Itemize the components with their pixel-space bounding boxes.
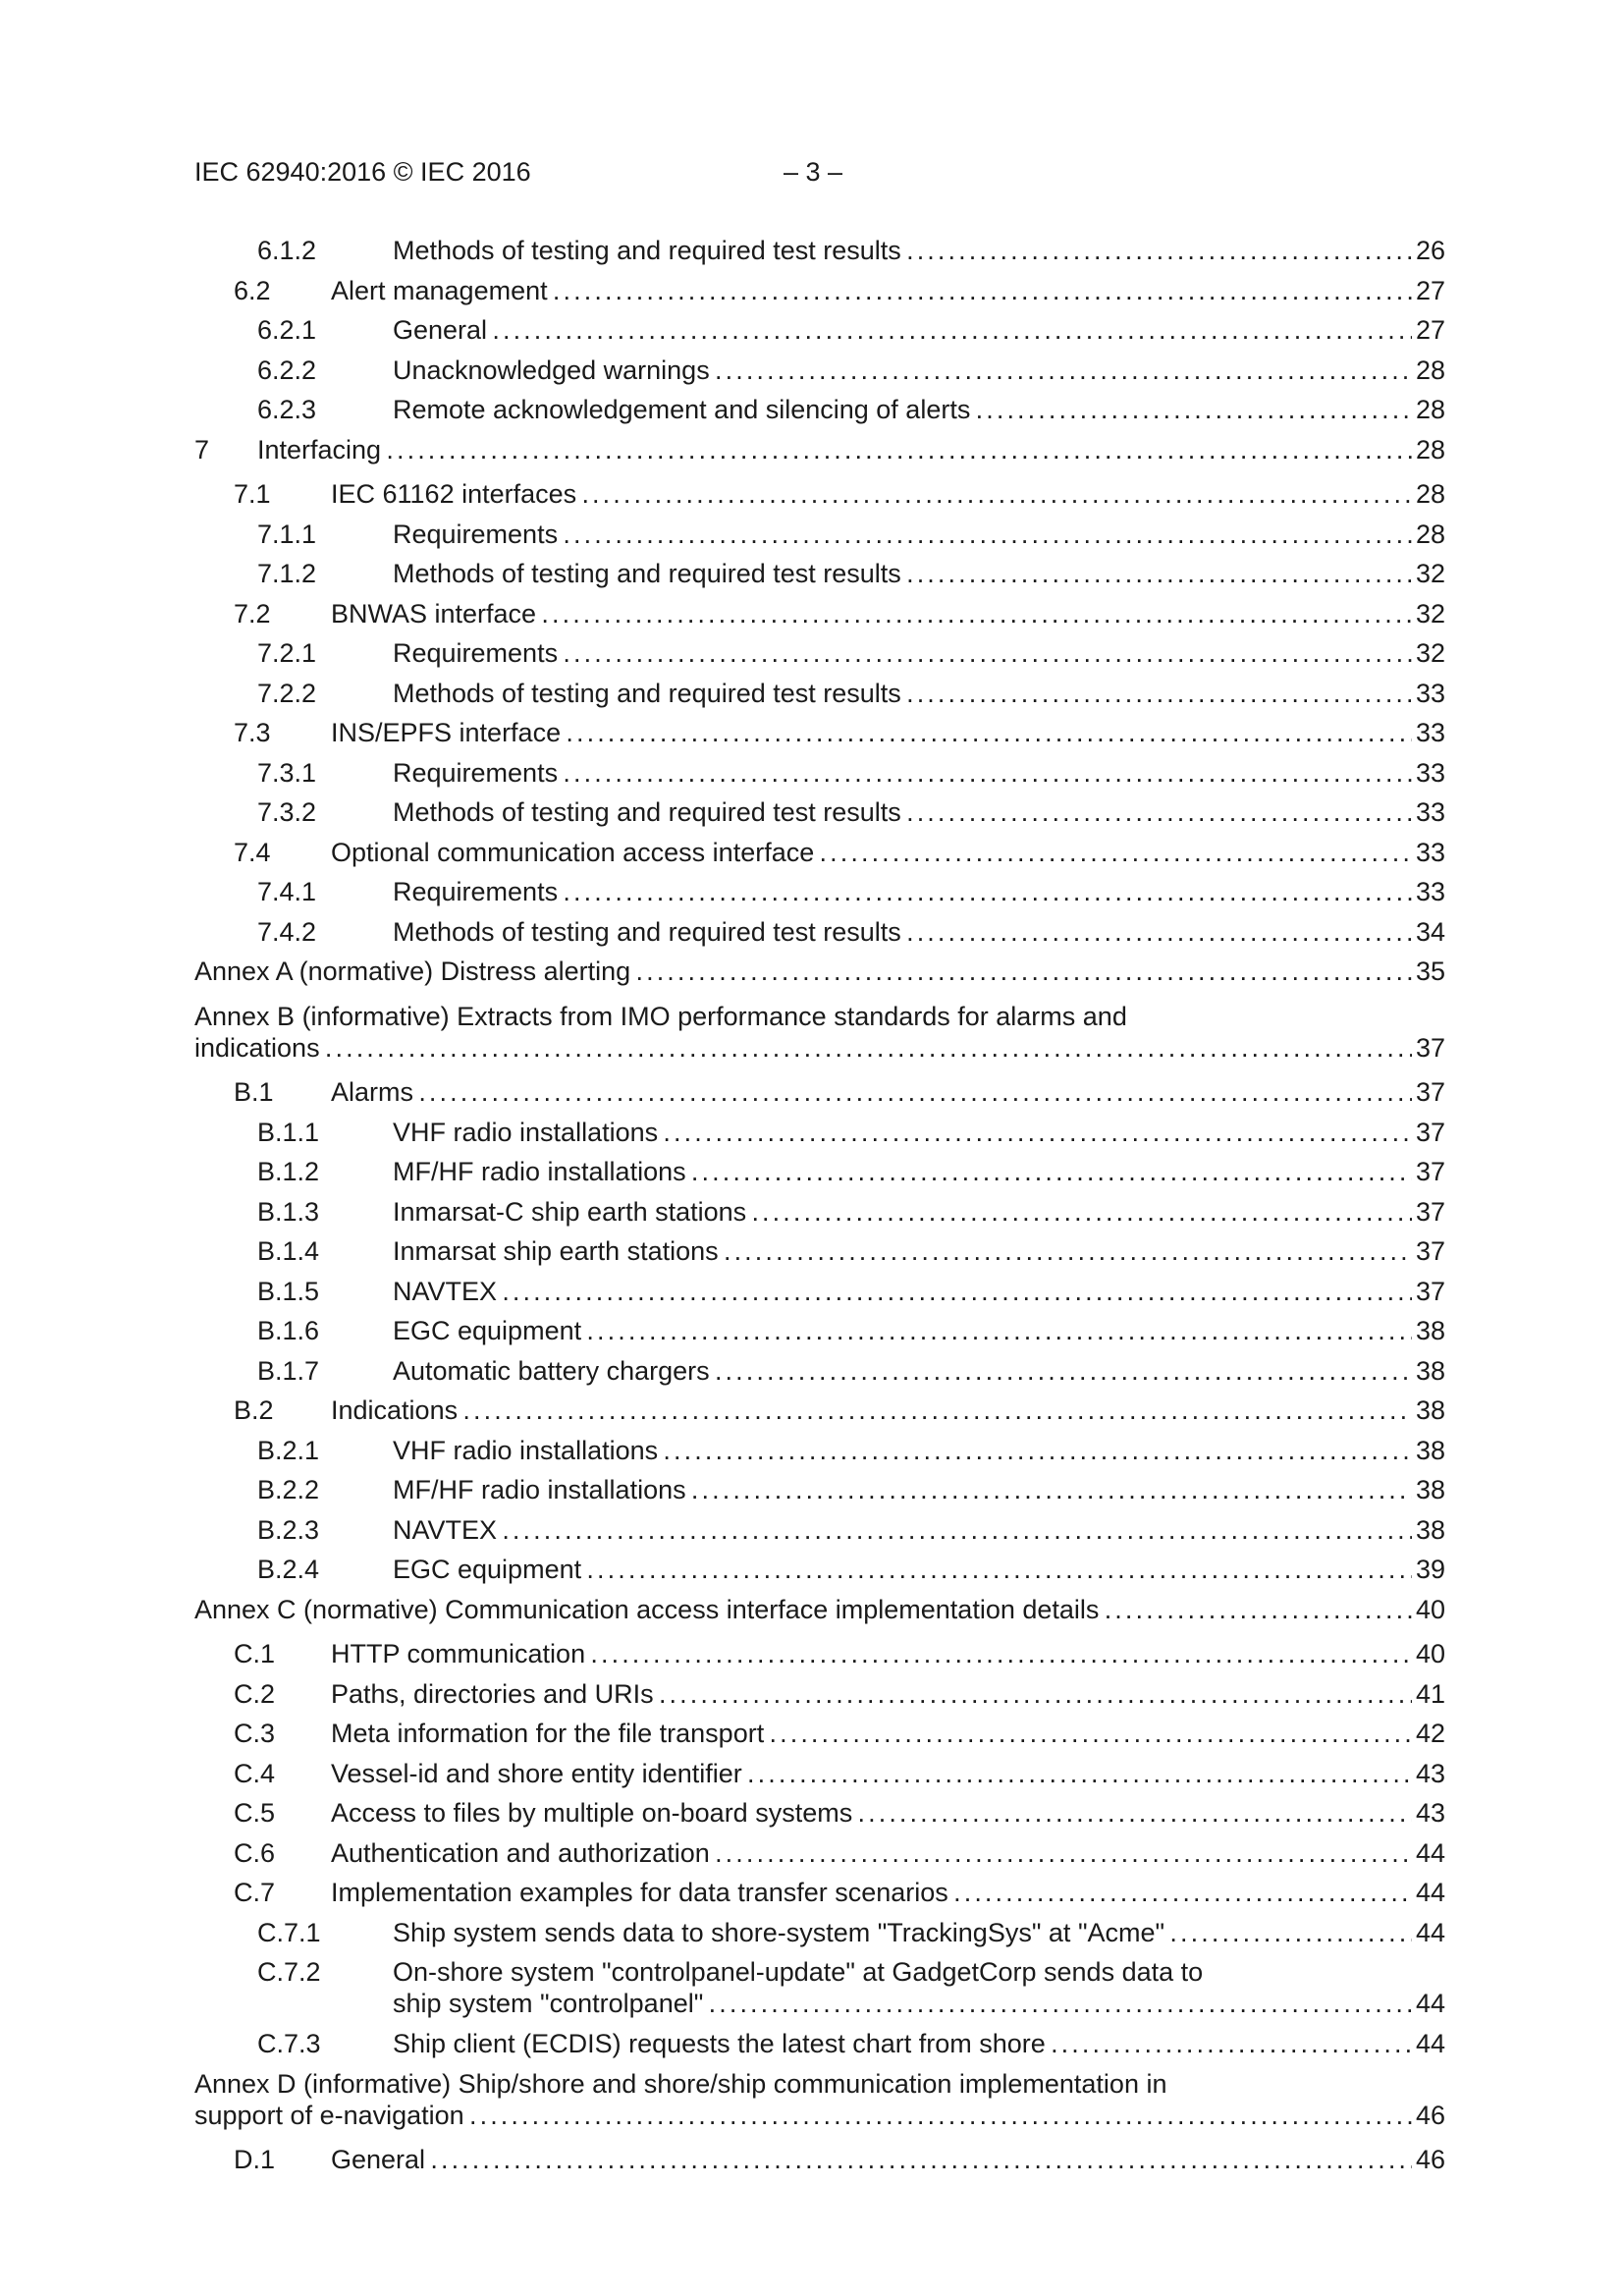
- toc-entry-6-2-2[interactable]: [257, 353, 1445, 388]
- toc-entry-annex-a[interactable]: [194, 954, 1445, 989]
- toc-entry-7-1[interactable]: [234, 476, 1445, 512]
- toc-entry-b-1-6[interactable]: [257, 1313, 1445, 1348]
- toc-entry-title: Paths, directories and URIs . . .: [331, 1676, 1412, 1712]
- toc-entry-number: 7.3: [234, 718, 271, 747]
- toc-entry-page: 39: [1414, 1552, 1445, 1587]
- toc-entry-number: 6.2.2: [257, 355, 317, 385]
- toc-entry-7-3[interactable]: [234, 715, 1445, 750]
- toc-entry-page: 38: [1414, 1472, 1445, 1507]
- toc-entry-b-1-4[interactable]: [257, 1233, 1445, 1269]
- toc-entry-title: VHF radio installations . . .: [393, 1433, 1412, 1468]
- toc-entry-title: Automatic battery chargers . . .: [393, 1353, 1412, 1389]
- toc-entry-page: 33: [1414, 835, 1445, 870]
- toc-entry-number: 7.4: [234, 838, 271, 867]
- toc-entry-6-2[interactable]: [234, 273, 1445, 308]
- toc-entry-b-1-3[interactable]: [257, 1194, 1445, 1230]
- toc-entry-b-2[interactable]: [234, 1393, 1445, 1428]
- toc-entry-page: 33: [1414, 676, 1445, 711]
- toc-entry-page: 38: [1414, 1433, 1445, 1468]
- toc-entry-number: 7.3.2: [257, 797, 317, 827]
- toc-entry-page: 38: [1414, 1512, 1445, 1548]
- toc-entry-number: B.1.7: [257, 1356, 320, 1386]
- toc-entry-number: 7.1.2: [257, 559, 317, 588]
- toc-entry-page: 37: [1414, 1030, 1445, 1066]
- toc-entry-c-7-1[interactable]: [257, 1915, 1445, 1950]
- toc-entry-page: 33: [1414, 794, 1445, 830]
- toc-entry-page: 34: [1414, 914, 1445, 950]
- toc-entry-page: 41: [1414, 1676, 1445, 1712]
- toc-entry-title: Implementation examples for data transfer scenarios . . .: [331, 1875, 1412, 1910]
- toc-entry-title: NAVTEX . . .: [393, 1274, 1412, 1309]
- toc-entry-page: 46: [1414, 2098, 1445, 2133]
- toc-entry-7[interactable]: [194, 432, 1445, 467]
- toc-entry-annex-b[interactable]: [194, 1030, 1445, 1066]
- toc-entry-c-5[interactable]: [234, 1795, 1445, 1831]
- toc-entry-page: 32: [1414, 635, 1445, 671]
- toc-entry-page: 28: [1414, 392, 1445, 427]
- toc-entry-7-4[interactable]: [234, 835, 1445, 870]
- toc-entry-title: Annex A (normative) Distress alerting . . .: [194, 954, 1412, 989]
- toc-entry-c-7[interactable]: [234, 1875, 1445, 1910]
- toc-entry-number: 6.2.1: [257, 315, 317, 345]
- toc-entry-b-1-7[interactable]: [257, 1353, 1445, 1389]
- toc-entry-number: C.7.3: [257, 2029, 321, 2058]
- toc-entry-page: 33: [1414, 874, 1445, 909]
- toc-entry-page: 40: [1414, 1636, 1445, 1671]
- toc-entry-number: C.1: [234, 1639, 276, 1668]
- toc-entry-title: Authentication and authorization . . .: [331, 1835, 1412, 1871]
- toc-entry-number: 6.1.2: [257, 236, 317, 265]
- toc-entry-page: 37: [1414, 1274, 1445, 1309]
- toc-entry-page: 27: [1414, 273, 1445, 308]
- toc-entry-title: Meta information for the file transport . . .: [331, 1716, 1412, 1751]
- toc-entry-number: 7.1.1: [257, 519, 317, 549]
- toc-entry-b-1-1[interactable]: [257, 1115, 1445, 1150]
- toc-entry-number: 7.1: [234, 479, 271, 509]
- toc-entry-number: D.1: [234, 2145, 276, 2174]
- toc-entry-7-1-1[interactable]: [257, 517, 1445, 552]
- toc-entry-title: MF/HF radio installations . . .: [393, 1472, 1412, 1507]
- toc-entry-d-1[interactable]: [234, 2142, 1445, 2177]
- toc-entry-7-2[interactable]: [234, 596, 1445, 631]
- toc-entry-page: 44: [1414, 1835, 1445, 1871]
- toc-entry-title: BNWAS interface . . .: [331, 596, 1412, 631]
- toc-entry-7-3-1[interactable]: [257, 755, 1445, 791]
- toc-entry-page: 40: [1414, 1592, 1445, 1627]
- toc-entry-number: B.1.5: [257, 1277, 320, 1306]
- toc-entry-page: 28: [1414, 353, 1445, 388]
- toc-entry-number: 7.4.2: [257, 917, 317, 947]
- toc-entry-c-7-2-line1[interactable]: On-shore system "controlpanel-update" at GadgetCorp sends data to: [393, 1957, 1204, 1987]
- toc-entry-annex-d-line1[interactable]: Annex D (informative) Ship/shore and shore/ship communication implementation in: [194, 2069, 1167, 2099]
- toc-entry-title: Ship system sends data to shore-system "TrackingSys" at "Acme" . . .: [393, 1915, 1412, 1950]
- toc-entry-number: B.1.1: [257, 1118, 320, 1147]
- toc-entry-c-4[interactable]: [234, 1756, 1445, 1791]
- toc-entry-number: B.2: [234, 1395, 274, 1425]
- toc-entry-title: indications . . .: [194, 1030, 1412, 1066]
- toc-entry-b-2-4[interactable]: [257, 1552, 1445, 1587]
- toc-entry-b-2-1[interactable]: [257, 1433, 1445, 1468]
- toc-entry-title: Alert management . . .: [331, 273, 1412, 308]
- toc-entry-title: IEC 61162 interfaces . . .: [331, 476, 1412, 512]
- toc-entry-b-1-5[interactable]: [257, 1274, 1445, 1309]
- toc-entry-b-1[interactable]: [234, 1074, 1445, 1110]
- page-number: – 3 –: [784, 157, 843, 187]
- toc-entry-title: Alarms . . .: [331, 1074, 1412, 1110]
- toc-entry-number: B.2.2: [257, 1475, 320, 1504]
- toc-entry-title: Remote acknowledgement and silencing of alerts . . .: [393, 392, 1412, 427]
- toc-entry-page: 28: [1414, 476, 1445, 512]
- toc-entry-annex-b-line1[interactable]: Annex B (informative) Extracts from IMO performance standards for alarms and: [194, 1002, 1127, 1031]
- toc-entry-title: VHF radio installations . . .: [393, 1115, 1412, 1150]
- toc-entry-page: 38: [1414, 1353, 1445, 1389]
- toc-entry-number: B.1.2: [257, 1157, 320, 1186]
- toc-entry-7-3-2[interactable]: [257, 794, 1445, 830]
- toc-entry-b-2-2[interactable]: [257, 1472, 1445, 1507]
- toc-entry-annex-d[interactable]: [194, 2098, 1445, 2133]
- toc-entry-page: 37: [1414, 1074, 1445, 1110]
- toc-entry-number: B.2.3: [257, 1515, 320, 1545]
- toc-entry-b-2-3[interactable]: [257, 1512, 1445, 1548]
- toc-entry-7-2-2[interactable]: [257, 676, 1445, 711]
- toc-entry-number: 7.4.1: [257, 877, 317, 906]
- toc-entry-number: C.7: [234, 1878, 276, 1907]
- toc-entry-page: 26: [1414, 233, 1445, 268]
- toc-entry-number: C.3: [234, 1719, 276, 1748]
- toc-entry-page: 28: [1414, 517, 1445, 552]
- toc-entry-number: C.7.1: [257, 1918, 321, 1947]
- toc-entry-title: support of e-navigation . . .: [194, 2098, 1412, 2133]
- toc-entry-number: B.1.6: [257, 1316, 320, 1345]
- toc-entry-number: 6.2.3: [257, 395, 317, 424]
- toc-entry-title: EGC equipment . . .: [393, 1552, 1412, 1587]
- toc-entry-6-2-3[interactable]: [257, 392, 1445, 427]
- toc-entry-title: Ship client (ECDIS) requests the latest chart from shore . . .: [393, 2026, 1412, 2061]
- toc-entry-7-1-2[interactable]: [257, 556, 1445, 591]
- toc-entry-title: Vessel-id and shore entity identifier . . .: [331, 1756, 1412, 1791]
- toc-entry-title: Requirements . . .: [393, 874, 1412, 909]
- toc-entry-title: Methods of testing and required test results . . .: [393, 794, 1412, 830]
- toc-entry-number: B.1: [234, 1077, 274, 1107]
- toc-entry-number: C.4: [234, 1759, 276, 1788]
- toc-entry-6-2-1[interactable]: [257, 312, 1445, 348]
- toc-entry-title: Indications . . .: [331, 1393, 1412, 1428]
- toc-entry-title: General . . .: [331, 2142, 1412, 2177]
- toc-entry-number: B.1.3: [257, 1197, 320, 1227]
- toc-entry-page: 35: [1414, 954, 1445, 989]
- toc-entry-page: 37: [1414, 1233, 1445, 1269]
- toc-entry-number: 7.3.1: [257, 758, 317, 788]
- toc-entry-page: 44: [1414, 1915, 1445, 1950]
- toc-entry-title: Access to files by multiple on-board systems . . .: [331, 1795, 1412, 1831]
- toc-entry-title: ship system "controlpanel" . . .: [393, 1986, 1412, 2021]
- toc-entry-c-3[interactable]: [234, 1716, 1445, 1751]
- toc-entry-title: Methods of testing and required test results . . .: [393, 914, 1412, 950]
- toc-entry-page: 38: [1414, 1393, 1445, 1428]
- toc-entry-page: 33: [1414, 715, 1445, 750]
- toc-entry-title: NAVTEX . . .: [393, 1512, 1412, 1548]
- toc-entry-b-1-2[interactable]: [257, 1154, 1445, 1189]
- toc-entry-page: 44: [1414, 1986, 1445, 2021]
- toc-entry-title: Methods of testing and required test results . . .: [393, 556, 1412, 591]
- toc-entry-annex-c[interactable]: [194, 1592, 1445, 1627]
- toc-entry-title: INS/EPFS interface . . .: [331, 715, 1412, 750]
- toc-entry-page: 38: [1414, 1313, 1445, 1348]
- toc-entry-page: 43: [1414, 1756, 1445, 1791]
- toc-entry-title: Methods of testing and required test results . . .: [393, 233, 1412, 268]
- toc-entry-number: B.2.4: [257, 1555, 320, 1584]
- toc-entry-6-1-2[interactable]: [257, 233, 1445, 268]
- toc-entry-number: 6.2: [234, 276, 271, 305]
- toc-entry-number: 7.2.1: [257, 638, 317, 668]
- toc-entry-title: MF/HF radio installations . . .: [393, 1154, 1412, 1189]
- header-standard-id: IEC 62940:2016 © IEC 2016: [194, 157, 531, 187]
- toc-entry-page: 32: [1414, 556, 1445, 591]
- toc-entry-7-4-1[interactable]: [257, 874, 1445, 909]
- toc-entry-number: C.5: [234, 1798, 276, 1828]
- toc-entry-title: Unacknowledged warnings . . .: [393, 353, 1412, 388]
- toc-entry-page: 28: [1414, 432, 1445, 467]
- toc-entry-c-6[interactable]: [234, 1835, 1445, 1871]
- toc-entry-page: 27: [1414, 312, 1445, 348]
- toc-entry-page: 33: [1414, 755, 1445, 791]
- page-header: [194, 154, 1078, 190]
- toc-entry-title: Requirements . . .: [393, 755, 1412, 791]
- toc-entry-title: Requirements . . .: [393, 517, 1412, 552]
- toc-entry-number: 7: [194, 435, 210, 465]
- toc-entry-page: 44: [1414, 1875, 1445, 1910]
- toc-entry-number: C.2: [234, 1679, 276, 1709]
- toc-entry-number: C.6: [234, 1838, 276, 1868]
- toc-entry-page: 37: [1414, 1194, 1445, 1230]
- toc-entry-page: 43: [1414, 1795, 1445, 1831]
- toc-entry-page: 37: [1414, 1154, 1445, 1189]
- toc-entry-number: C.7.2: [257, 1957, 321, 1987]
- toc-entry-title: Annex C (normative) Communication access interface implementation details . . .: [194, 1592, 1412, 1627]
- toc-entry-number: 7.2.2: [257, 679, 317, 708]
- toc-entry-c-2[interactable]: [234, 1676, 1445, 1712]
- toc-entry-7-4-2[interactable]: [257, 914, 1445, 950]
- toc-entry-title: Inmarsat ship earth stations . . .: [393, 1233, 1412, 1269]
- toc-entry-title: EGC equipment . . .: [393, 1313, 1412, 1348]
- toc-entry-number: 7.2: [234, 599, 271, 629]
- toc-entry-title: Requirements . . .: [393, 635, 1412, 671]
- toc-entry-title: Optional communication access interface . . .: [331, 835, 1412, 870]
- toc-entry-page: 32: [1414, 596, 1445, 631]
- toc-entry-title: Inmarsat-C ship earth stations . . .: [393, 1194, 1412, 1230]
- toc-entry-title: HTTP communication . . .: [331, 1636, 1412, 1671]
- toc-entry-number: B.1.4: [257, 1236, 320, 1266]
- toc-entry-page: 37: [1414, 1115, 1445, 1150]
- toc-entry-page: 46: [1414, 2142, 1445, 2177]
- toc-entry-7-2-1[interactable]: [257, 635, 1445, 671]
- toc-entry-c-1[interactable]: [234, 1636, 1445, 1671]
- toc-entry-c-7-3[interactable]: [257, 2026, 1445, 2061]
- toc-entry-title: General . . .: [393, 312, 1412, 348]
- toc-entry-page: 44: [1414, 2026, 1445, 2061]
- toc-entry-number: B.2.1: [257, 1436, 320, 1465]
- toc-entry-title: Interfacing . . .: [257, 432, 1412, 467]
- toc-entry-page: 42: [1414, 1716, 1445, 1751]
- toc-entry-title: Methods of testing and required test results . . .: [393, 676, 1412, 711]
